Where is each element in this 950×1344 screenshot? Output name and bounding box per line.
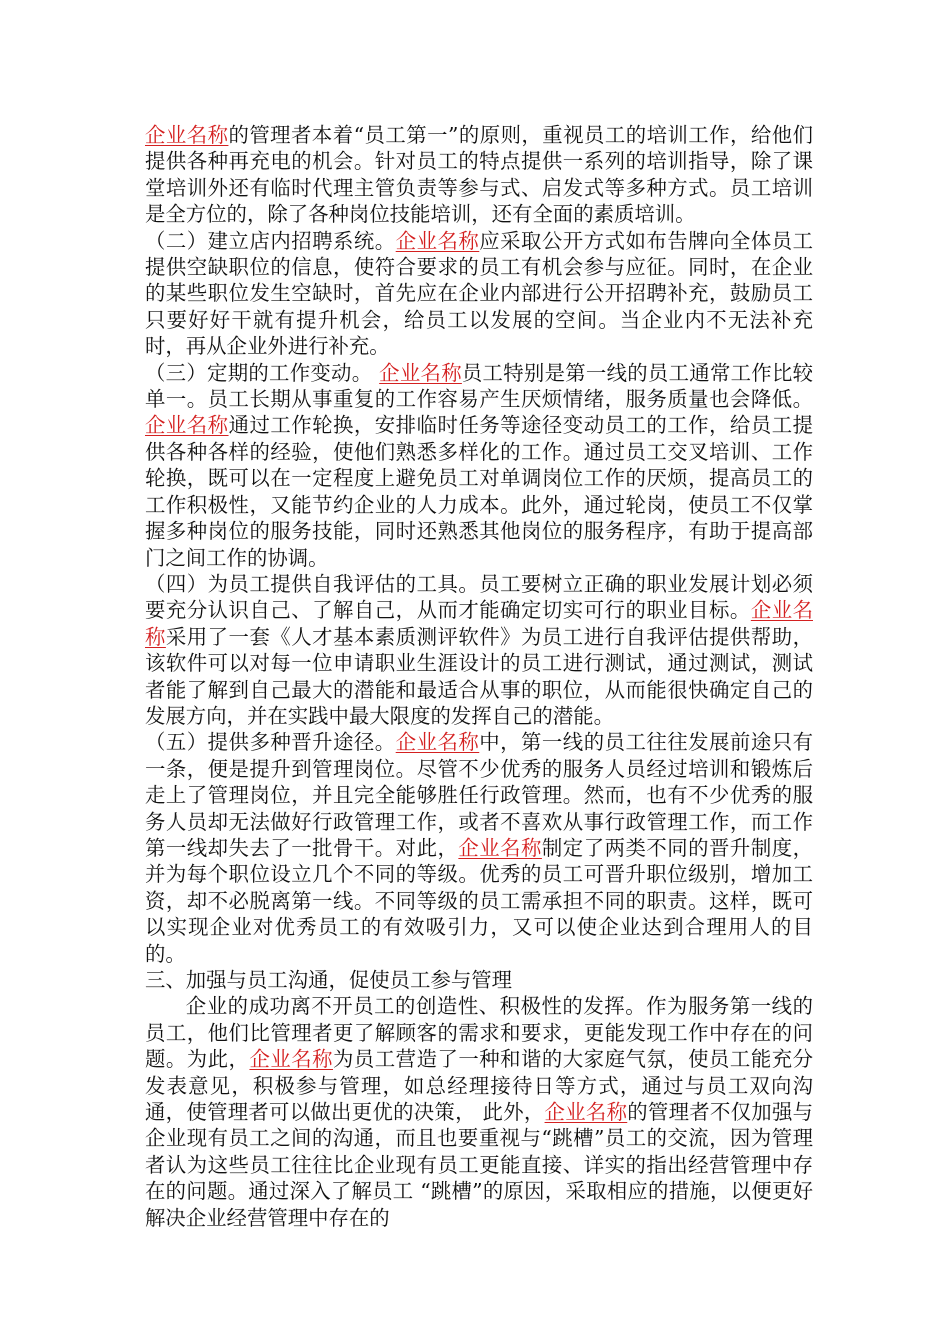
body-paragraph: [145, 122, 813, 228]
paragraph-text: 三、加强与员工沟通，促使员工参与管理: [145, 968, 513, 992]
company-name-placeholder-link[interactable]: 企业名称: [395, 730, 480, 755]
body-paragraph: [145, 360, 813, 571]
paragraph-text: 为员工营造了一种和谐的大家庭气氛，使员工能充分发表意见，积极参与管理，如总经理接待日等方式，通过与员工双向沟通，使管理者可以做出更优的决策， 此外，: [145, 1047, 813, 1125]
paragraph-text: 企业的成功离不开员工的创造性、积极性的发挥。作为服务第一线的员工，他们比管理者更了解顾客的需求和要求，更能发现工作中存在的问题。为此，: [145, 994, 813, 1072]
company-name-placeholder-link[interactable]: 企业名称: [379, 360, 462, 385]
paragraph-text: 员工特别是第一线的员工通常工作比较单一。员工长期从事重复的工作容易产生厌烦情绪，服务质量也会降低。: [145, 360, 814, 412]
company-name-placeholder-link[interactable]: 企业名称: [249, 1047, 334, 1072]
paragraph-text: （二）建立店内招聘系统。: [145, 228, 396, 253]
paragraph-text: （三）定期的工作变动。: [145, 360, 380, 385]
paragraph-text: 通过工作轮换，安排临时任务等途径变动员工的工作，给员工提供各种各样的经验，使他们熟悉多样化的工作。通过员工交叉培训、工作轮换，既可以在一定程度上避免员工对单调岗位工作的厌烦，提高员工的工作积极性，又能节约企业的人力成本。此外，通过轮岗，使员工不仅掌握多种岗位的服务技能，同时还熟悉其他岗位的服务程序，有助于提高部门之间工作的协调。: [145, 413, 813, 570]
company-name-placeholder-link[interactable]: 企业名称: [145, 413, 229, 438]
body-paragraph: [145, 993, 813, 1231]
body-paragraph: [145, 228, 813, 360]
paragraph-text: 中，第一线的员工往往发展前途只有一条，便是提升到管理岗位。尽管不少优秀的服务人员经过培训和锻炼后走上了管理岗位，并且完全能够胜任行政管理。然而，也有不少优秀的服务人员却无法做好行政管理工作，或者不喜欢从事行政管理工作，而工作第一线却失去了一批骨干。对此，: [145, 730, 813, 860]
paragraph-text: 采用了一套《人才基本素质测评软件》为员工进行自我评估提供帮助，该软件可以对每一位申请职业生涯设计的员工进行测试，通过测试，测试者能了解到自己最大的潜能和最适合从事的职位，从而能很快确定自己的发展方向，并在实践中最大限度的发挥自己的潜能。: [145, 624, 813, 728]
paragraph-text: （四）为员工提供自我评估的工具。员工要树立正确的职业发展计划必须要充分认识自己、了解自己，从而才能确定切实可行的职业目标。: [145, 571, 813, 623]
paragraph-text: （五）提供多种晋升途径。: [145, 730, 396, 755]
body-paragraph: [145, 967, 813, 993]
company-name-placeholder-link[interactable]: 企业名称: [458, 835, 542, 860]
paragraph-text: 应采取公开方式如布告牌向全体员工提供空缺职位的信息，使符合要求的员工有机会参与应征。同时，在企业的某些职位发生空缺时，首先应在企业内部进行公开招聘补充，鼓励员工只要好好干就有提升机会，给员工以发展的空间。当企业内不无法补充时，再从企业外进行补充。: [145, 228, 813, 359]
paragraph-text: 制定了两类不同的晋升制度，并为每个职位设立几个不同的等级。优秀的员工可晋升职位级别，增加工资，却不必脱离第一线。不同等级的员工需承担不同的职责。这样，既可以实现企业对优秀员工的有效吸引力，又可以使企业达到合理用人的目的。: [145, 835, 813, 966]
body-paragraph: [145, 571, 813, 729]
company-name-placeholder-link[interactable]: 企业名称: [145, 123, 229, 147]
company-name-placeholder-link[interactable]: 企业名称: [395, 228, 480, 253]
body-paragraph: [145, 729, 813, 967]
document-page: [145, 122, 813, 1231]
company-name-placeholder-link[interactable]: 企业名称: [145, 598, 813, 649]
company-name-placeholder-link[interactable]: 企业名称: [544, 1100, 628, 1125]
paragraph-text: 的管理者本着“员工第一”的原则，重视员工的培训工作，给他们提供各种再充电的机会。针对员工的特点提供一系列的培训指导，除了课堂培训外还有临时代理主管负责等参与式、启发式等多种方式。员工培训是全方位的，除了各种岗位技能培训，还有全面的素质培训。: [145, 123, 813, 227]
paragraph-text: 的管理者不仅加强与企业现有员工之间的沟通，而且也要重视与“跳槽”员工的交流，因为管理者认为这些员工往往比企业现有员工更能直接、详实的指出经营管理中存在的问题。通过深入了解员工 “跳槽”的原因，采取相应的措施，以便更好解决企业经营管理中存在的: [145, 1100, 814, 1230]
